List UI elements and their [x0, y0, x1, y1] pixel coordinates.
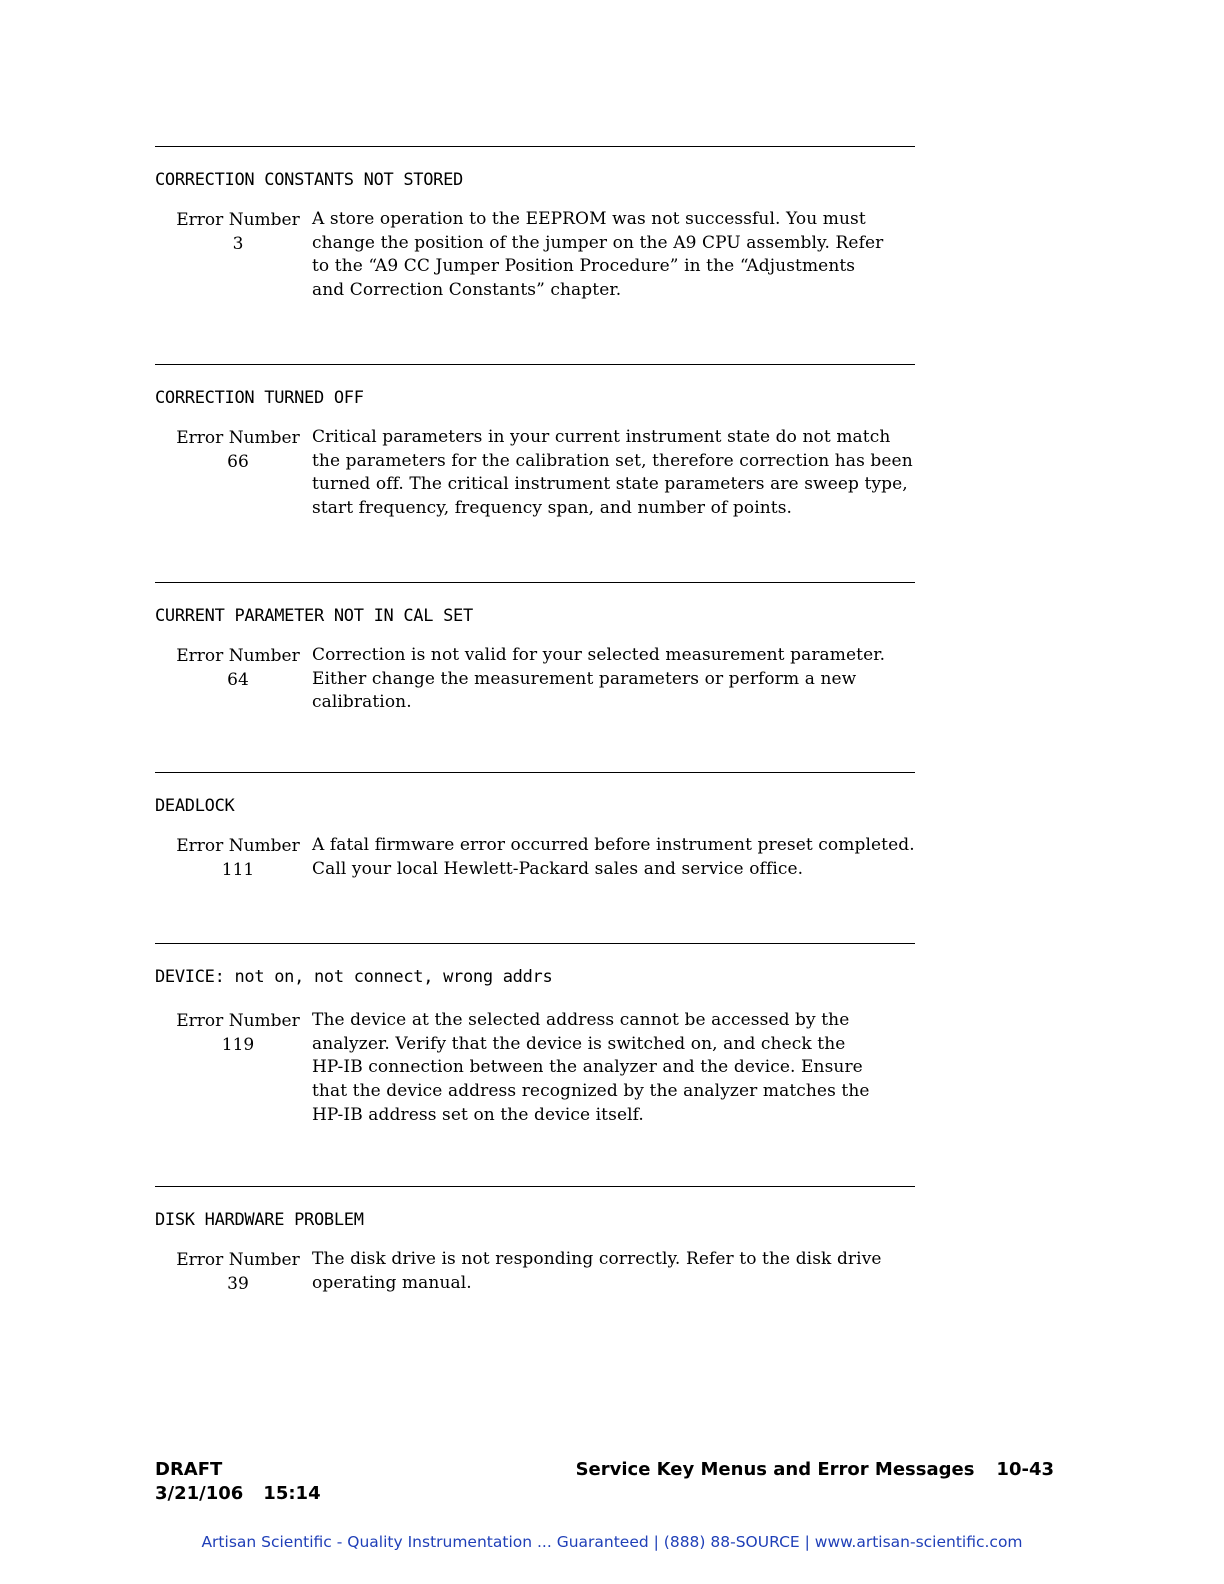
error-heading: DISK HARDWARE PROBLEM [155, 1210, 364, 1230]
error-body [155, 644, 915, 715]
description-line: the parameters for the calibration set, therefore correction has been [312, 450, 913, 471]
description-line: that the device address recognized by the analyzer matches the [312, 1081, 870, 1102]
description-line: A store operation to the EEPROM was not successful. You must [312, 209, 866, 229]
error-number-column [165, 1248, 311, 1296]
description-line: A fatal firmware error occurred before instrument preset completed. [312, 835, 915, 855]
footer-running-title [576, 1458, 1054, 1482]
error-body [155, 1248, 915, 1295]
error-heading: CORRECTION CONSTANTS NOT STORED [155, 170, 463, 190]
error-body [155, 208, 915, 303]
error-body [155, 1009, 915, 1128]
error-number-label: Error Number [176, 428, 300, 448]
error-number-label: Error Number [176, 1250, 300, 1270]
footer-draft-stamp [155, 1458, 321, 1506]
description-line: The disk drive is not responding correctly. Refer to the disk drive [312, 1249, 882, 1269]
error-number-value: 66 [227, 452, 249, 472]
error-heading: DEADLOCK [155, 796, 235, 816]
section-rule [155, 582, 915, 583]
description-line: operating manual. [312, 1272, 472, 1293]
error-entry [155, 943, 915, 1128]
error-heading: CURRENT PARAMETER NOT IN CAL SET [155, 606, 473, 626]
error-number-value: 3 [232, 234, 244, 254]
description-line: analyzer. Verify that the device is switched on, and check the [312, 1033, 846, 1054]
description-line: HP-IB connection between the analyzer and the device. Ensure [312, 1057, 863, 1078]
description-line: start frequency, frequency span, and number of points. [312, 498, 793, 519]
error-description [312, 208, 912, 303]
error-number-column [165, 1009, 311, 1057]
error-number-value: 64 [227, 670, 249, 690]
error-number-column [165, 834, 311, 882]
error-body [155, 834, 915, 881]
error-number-value: 119 [221, 1035, 255, 1055]
watermark-banner [0, 1533, 1224, 1551]
error-entry [155, 582, 915, 715]
description-line: Either change the measurement parameters or perform a new [312, 668, 857, 689]
error-number-label: Error Number [176, 210, 300, 230]
watermark-text: Artisan Scientific - Quality Instrumentation ... Guaranteed | (888) 88-SOURCE | www.artisan-scientific.com [201, 1533, 1023, 1551]
error-number-column [165, 644, 311, 692]
description-line: and Correction Constants” chapter. [312, 280, 622, 301]
page-number: 10-43 [996, 1459, 1054, 1480]
error-heading: CORRECTION TURNED OFF [155, 388, 364, 408]
draft-date: 3/21/106 [155, 1483, 244, 1504]
error-number-column [165, 208, 311, 256]
section-rule [155, 146, 915, 147]
description-line: change the position of the jumper on the A9 CPU assembly. Refer [312, 232, 884, 253]
error-number-column [165, 426, 311, 474]
description-line: The device at the selected address cannot be accessed by the [312, 1010, 850, 1030]
draft-time: 15:14 [263, 1483, 321, 1504]
error-entry [155, 1186, 915, 1295]
description-line: HP-IB address set on the device itself. [312, 1104, 644, 1125]
error-description [312, 834, 915, 881]
description-line: Critical parameters in your current instrument state do not match [312, 427, 891, 447]
error-number-label: Error Number [176, 646, 300, 666]
error-description [312, 1009, 912, 1128]
description-line: Correction is not valid for your selected measurement parameter. [312, 645, 886, 665]
error-entry [155, 146, 915, 303]
error-description [312, 644, 912, 715]
error-number-label: Error Number [176, 836, 300, 856]
description-line: turned off. The critical instrument state parameters are sweep type, [312, 474, 908, 495]
error-entry [155, 364, 915, 521]
section-rule [155, 772, 915, 773]
error-entry [155, 772, 915, 881]
error-description [312, 1248, 912, 1295]
description-line: Call your local Hewlett-Packard sales and service office. [312, 858, 804, 879]
error-heading: DEVICE: not on, not connect, wrong addrs [155, 967, 553, 987]
error-body [155, 426, 915, 521]
error-number-value: 111 [221, 860, 255, 880]
section-rule [155, 943, 915, 944]
error-number-label: Error Number [176, 1011, 300, 1031]
draft-datetime [155, 1482, 321, 1506]
error-number-value: 39 [227, 1274, 249, 1294]
error-description [312, 426, 912, 521]
description-line: calibration. [312, 692, 412, 713]
section-rule [155, 364, 915, 365]
section-title: Service Key Menus and Error Messages [575, 1459, 975, 1480]
section-rule [155, 1186, 915, 1187]
description-line: to the “A9 CC Jumper Position Procedure” in the “Adjustments [312, 256, 856, 277]
draft-label: DRAFT [155, 1459, 223, 1480]
